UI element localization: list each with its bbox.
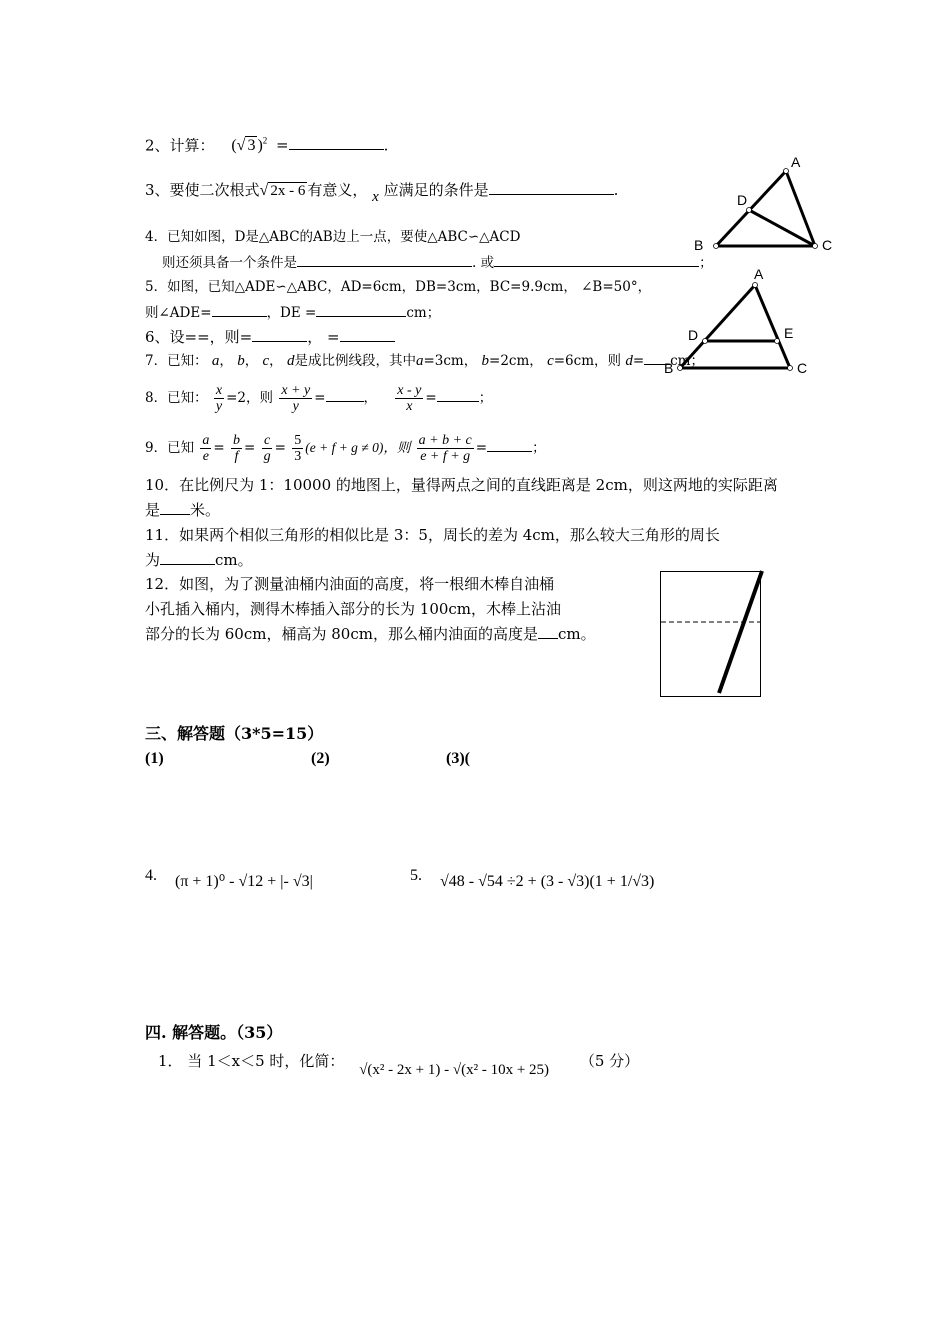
q3-end: . bbox=[613, 181, 619, 199]
q9-condition: (e + f + g ≠ 0)，则 bbox=[305, 440, 411, 455]
q9-frac-b-f: $\frac{b}{f}$ bbox=[233, 433, 240, 464]
q7-var-d2: d bbox=[625, 353, 633, 369]
q9-end: ； bbox=[532, 440, 546, 456]
q5-line2 bbox=[145, 302, 440, 323]
fig1-label-c: C bbox=[822, 237, 833, 253]
q5-blank-angle[interactable] bbox=[212, 302, 267, 317]
fig2-label-d: D bbox=[688, 327, 699, 343]
section-3-item-3: (3)( bbox=[446, 750, 470, 767]
q6-prefix: 6、设==，则= bbox=[145, 328, 253, 346]
q7-line: 7．已知： a， b， c， d是成比例线段，其中a=3cm， b=2cm， c=6cm，则 d= cm； bbox=[145, 350, 704, 371]
q7-var-a: a bbox=[211, 353, 220, 369]
section-4-q1-points: （5 分） bbox=[579, 1052, 640, 1070]
section-4-q1-expression: √(x² - 2x + 1) - √(x² - 10x + 25) bbox=[359, 1062, 550, 1078]
q10-line1: 10．在比例尺为 1：10000 的地图上，量得两点之间的直线距离是 2cm，则这两地的实际距离 bbox=[145, 476, 778, 494]
q12-line1: 12．如图，为了测量油桶内油面的高度，将一根细木棒自油桶 bbox=[145, 575, 555, 593]
q7-var-a2: a bbox=[415, 353, 424, 369]
section-4-q1 bbox=[158, 1051, 640, 1078]
q9-frac-a-e: $\frac{a}{e}$ bbox=[202, 433, 210, 464]
fig1-label-d: D bbox=[737, 192, 748, 208]
q10-unit: 米。 bbox=[190, 501, 221, 519]
section-4-q1-prompt: 1． 当 1＜x＜5 时，化简： bbox=[158, 1052, 345, 1070]
q2-end: . bbox=[383, 136, 389, 155]
q7-middle: 是成比例线段，其中 bbox=[294, 353, 416, 369]
q5-line1: 5．如图，已知△ADE∽△ABC，AD=6cm，DB=3cm，BC=9.9cm， ∠B=50°， bbox=[145, 279, 652, 295]
q6-blank-2[interactable] bbox=[340, 327, 395, 342]
q8-prefix: 8．已知： bbox=[145, 390, 208, 406]
section-3-item-1: (1) bbox=[145, 750, 164, 767]
q7-d-equals: = bbox=[632, 353, 645, 369]
fig1-label-a: A bbox=[791, 154, 801, 170]
q9-frac-result: $\frac{a + b + c}{e + f + g}$ bbox=[418, 433, 472, 464]
q7-var-c2: c bbox=[547, 353, 554, 369]
fig2-label-e: E bbox=[784, 325, 794, 341]
q9-frac-5-3: $\frac{5}{3}$ bbox=[294, 433, 302, 464]
q11-prefix: 为 bbox=[145, 551, 161, 569]
q8-given: =2，则 bbox=[226, 390, 274, 406]
q10-answer-blank[interactable] bbox=[160, 500, 190, 515]
q7-var-b: b bbox=[237, 353, 245, 369]
q4-blank-1[interactable] bbox=[297, 252, 472, 267]
q11-line1: 11．如果两个相似三角形的相似比是 3：5，周长的差为 4cm，那么较大三角形的周长 bbox=[145, 526, 720, 544]
q3-middle: 有意义， bbox=[307, 181, 368, 199]
fig2-label-c: C bbox=[797, 360, 808, 375]
q7-b-value: =2cm， bbox=[489, 353, 543, 369]
q6-middle: ， = bbox=[307, 328, 340, 346]
section-3-title: 三、解答题（3*5=15） bbox=[145, 724, 324, 743]
q7-a-value: =3cm， bbox=[423, 353, 478, 369]
q9-eq: = bbox=[475, 440, 488, 456]
problem-4-number: 4. bbox=[145, 867, 157, 884]
q12-line3 bbox=[145, 624, 596, 644]
q2-answer-blank[interactable] bbox=[289, 135, 384, 150]
q4-line1: 4．已知如图，D是△ABC的AB边上一点，要使△ABC∽△ACD bbox=[145, 229, 521, 245]
q2-line bbox=[145, 131, 388, 156]
triangle-abc-figure bbox=[690, 150, 840, 260]
q7-answer-blank[interactable] bbox=[644, 350, 670, 365]
q10-prefix: 是 bbox=[145, 501, 161, 519]
q6-blank-1[interactable] bbox=[252, 327, 307, 342]
q11-answer-blank[interactable] bbox=[160, 550, 215, 565]
problem-4 bbox=[145, 866, 313, 890]
problem-4-expression: (π + 1)⁰ - √12 + |- √3| bbox=[175, 873, 313, 890]
q8-fraction-x-over-y: $\frac{x}{y}$ bbox=[215, 383, 223, 414]
q3-line bbox=[145, 180, 619, 205]
q2-equals: = bbox=[276, 136, 289, 155]
q7-c-value: =6cm，则 bbox=[553, 353, 622, 369]
q6-line bbox=[145, 327, 395, 347]
q10-line2 bbox=[145, 500, 220, 520]
fig1-label-b: B bbox=[694, 237, 704, 253]
q8-blank-1[interactable] bbox=[326, 387, 364, 402]
q2-expression: (√ 3 )$^2$ bbox=[231, 136, 268, 155]
q8-end: ； bbox=[478, 390, 493, 406]
q9-prefix: 9．已知 bbox=[145, 440, 195, 456]
fig2-label-a: A bbox=[754, 266, 764, 282]
problem-5 bbox=[410, 866, 655, 890]
q7-end: cm； bbox=[670, 353, 704, 369]
q8-fraction-3: $\frac{x - y}{x}$ bbox=[397, 383, 422, 414]
q7-var-c: c bbox=[262, 353, 270, 369]
section-3-item-2: (2) bbox=[311, 750, 330, 767]
q8-eq-1: = bbox=[314, 390, 326, 406]
q5-de-label: ，DE = bbox=[266, 305, 317, 321]
q12-prefix: 部分的长为 60cm，桶高为 80cm，那么桶内油面的高度是 bbox=[145, 625, 538, 643]
q2-label: 2、计算： bbox=[145, 136, 215, 155]
q4-or: . 或 bbox=[472, 255, 495, 271]
q9-answer-blank[interactable] bbox=[487, 437, 532, 452]
q3-variable: x bbox=[372, 189, 379, 205]
q12-answer-blank[interactable] bbox=[538, 624, 558, 639]
q4-line2-prefix: 则还须具备一个条件是 bbox=[162, 255, 297, 271]
q7-var-b2: b bbox=[481, 353, 490, 369]
q8-line bbox=[145, 378, 492, 418]
oil-drum-figure bbox=[659, 570, 769, 700]
q3-suffix: 应满足的条件是 bbox=[383, 181, 489, 199]
q3-answer-blank[interactable] bbox=[489, 180, 614, 195]
q9-line: 9．已知 $\frac{a}{e}$ = $\frac{b}{f}$ = $\frac{c}{g}$ = $\frac{5}{3}$ (e + f + g ≠ 0)，则 $\frac{a + b + c}{e + f + g}$ = ； bbox=[145, 433, 546, 464]
q8-sep: ， bbox=[363, 390, 377, 406]
q4-end: ； bbox=[699, 255, 713, 271]
q4-line2 bbox=[162, 252, 713, 273]
q7-prefix: 7．已知： bbox=[145, 353, 208, 369]
q8-eq-2: = bbox=[425, 390, 437, 406]
q5-angle-label: 则∠ADE= bbox=[145, 305, 212, 321]
q12-unit: cm。 bbox=[557, 625, 596, 643]
q9-frac-c-g: $\frac{c}{g}$ bbox=[263, 433, 271, 464]
section-4-title: 四. 解答题。（35） bbox=[145, 1023, 283, 1042]
problem-5-expression: √48 - √54 ÷2 + (3 - √3)(1 + 1/√3) bbox=[440, 873, 655, 890]
q5-blank-de[interactable] bbox=[316, 302, 406, 317]
q11-unit: cm。 bbox=[215, 551, 253, 569]
problem-5-number: 5. bbox=[410, 867, 422, 884]
q7-var-d: d bbox=[286, 353, 295, 369]
q8-blank-2[interactable] bbox=[437, 387, 479, 402]
fig2-label-b: B bbox=[664, 360, 674, 375]
q3-radical: √ 2x - 6 bbox=[259, 182, 306, 199]
q5-unit: cm； bbox=[406, 305, 441, 321]
q3-prefix: 3、要使二次根式 bbox=[145, 181, 260, 199]
q12-line2: 小孔插入桶内，测得木棒插入部分的长为 100cm，木棒上沾油 bbox=[145, 600, 562, 618]
q11-line2 bbox=[145, 550, 253, 570]
q8-fraction-2: $\frac{x + y}{y}$ bbox=[281, 383, 311, 414]
